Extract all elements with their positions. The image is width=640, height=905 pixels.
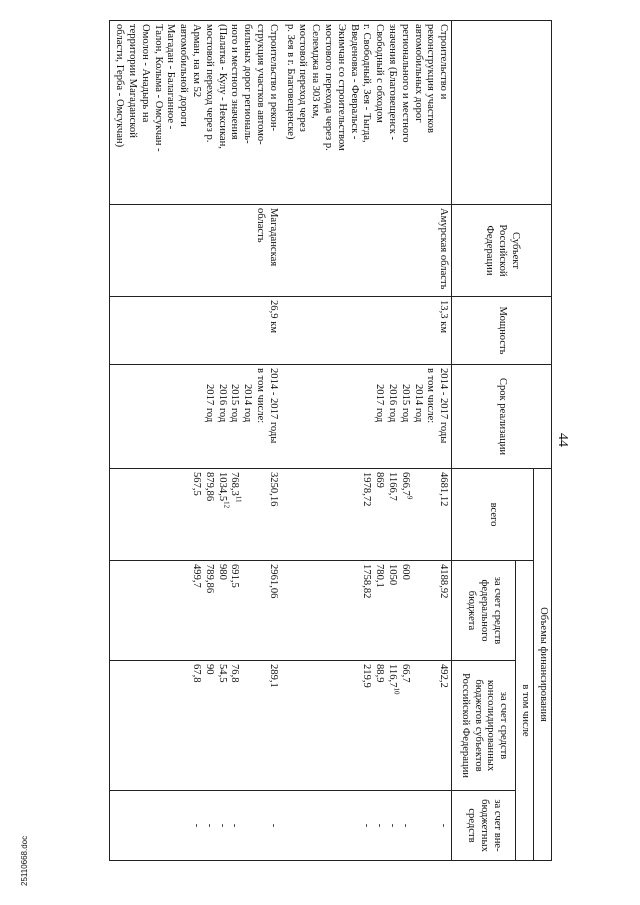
- power-header: Мощность: [452, 297, 552, 365]
- financing-header: Объемы финансирования: [534, 469, 552, 861]
- extra-year: -: [399, 823, 411, 828]
- extra-year: -: [374, 823, 386, 828]
- subject-header: Субъект Российской Федерации: [452, 205, 552, 297]
- in-that-number-label: в том числе:: [255, 368, 267, 424]
- object-line: мостового перехода через р.: [323, 24, 335, 151]
- regional-year: 219,9: [361, 664, 373, 688]
- power-cell: 26,9 км: [110, 297, 281, 365]
- in-that-number-label: в том числе:: [425, 368, 437, 424]
- subject-cell: Магаданская область: [110, 205, 281, 297]
- term-year: 2017 год: [374, 384, 386, 423]
- footnote-mark: 12: [222, 501, 231, 509]
- term-year: 2016 год: [387, 384, 399, 423]
- federal-year: 1050: [387, 564, 399, 586]
- extra-year: -: [191, 823, 203, 828]
- term-year: 2014 год: [412, 384, 424, 423]
- rotated-landscape-page: [54, 20, 574, 860]
- object-line: регионального и местного: [399, 24, 411, 143]
- total-year-value: 1034,5: [216, 472, 228, 502]
- extra-year: -: [216, 823, 228, 828]
- subject-cell: Амурская область: [281, 205, 452, 297]
- extra-year: -: [361, 823, 373, 828]
- term-cell: [110, 365, 281, 469]
- term-year: 2016 год: [216, 384, 228, 423]
- regional-year-value: 116,7: [387, 664, 399, 688]
- federal-main: 4188,92: [438, 564, 450, 599]
- federal-header: за счет средств федерального бюджета: [452, 561, 516, 661]
- federal-year: 691,5: [229, 564, 241, 588]
- term-year: 2015 год: [399, 384, 411, 423]
- object-line: Экимчан со строительством: [335, 24, 347, 151]
- object-cell: [110, 21, 281, 205]
- extra-year: -: [203, 823, 215, 828]
- regional-header: за счет средств консолидированных бюджетов субъектов Российской Федерации: [452, 661, 516, 791]
- total-year: [215, 472, 231, 557]
- total-year: 1166,7: [387, 472, 399, 501]
- term-year: 2015 год: [229, 384, 241, 423]
- power-cell: 13,3 км: [281, 297, 452, 365]
- federal-cell: [281, 561, 452, 661]
- total-year-value: 666,7: [399, 472, 411, 496]
- object-line: Арман, на км 52: [191, 24, 203, 98]
- object-line: значения (Благовещенск -: [387, 24, 399, 141]
- object-line: Магадан - Балаганное -: [165, 24, 177, 130]
- object-line: Введеновка - Февральск -: [348, 24, 360, 140]
- term-cell: [281, 365, 452, 469]
- object-line: р. Зея в г. Благовещенске): [284, 24, 296, 140]
- extra-cell: [281, 791, 452, 861]
- regional-year: [385, 664, 401, 787]
- federal-year: 1758,82: [361, 564, 373, 599]
- federal-year: 780,1: [374, 564, 386, 588]
- term-header: Срок реализации: [452, 365, 552, 469]
- term-year: 2014 год: [242, 384, 254, 423]
- extra-header: за счет вне-бюджетных средств: [452, 791, 516, 861]
- regional-year: 67,8: [191, 664, 203, 683]
- regional-cell: [110, 661, 281, 791]
- term-main: 2014 - 2017 годы: [267, 368, 279, 444]
- object-line: Строительство и рекон-: [267, 24, 279, 132]
- federal-year: 789,86: [203, 564, 215, 594]
- total-year: 879,86: [203, 472, 215, 502]
- federal-cell: [110, 561, 281, 661]
- page-number: 44: [555, 433, 570, 447]
- total-year: 567,5: [191, 472, 203, 496]
- object-header: [452, 21, 552, 205]
- object-line: Свободный с обходом: [374, 24, 386, 123]
- total-year: 869: [374, 472, 386, 488]
- object-line: автомобильных дорог: [412, 24, 424, 123]
- object-line: (Палатка - Кулу - Нексикан,: [216, 24, 228, 149]
- federal-main: 2961,06: [267, 564, 279, 599]
- total-cell: [281, 469, 452, 561]
- total-main: 3250,16: [267, 472, 279, 507]
- object-line: г. Свободный, Зея - Тыгда,: [361, 24, 373, 143]
- table-body: [110, 21, 452, 861]
- extra-cell: [110, 791, 281, 861]
- table-row: [281, 21, 452, 861]
- object-line: Омолон - Анадырь на: [139, 24, 151, 123]
- object-line: мостовой переход через: [297, 24, 309, 132]
- total-cell: [110, 469, 281, 561]
- footer-file-code: 25110668.doc: [20, 835, 29, 886]
- total-header: всего: [452, 469, 534, 561]
- in-that-number-header: в том числе: [516, 561, 534, 861]
- total-year: 1978,72: [361, 472, 373, 507]
- regional-year: 76,8: [229, 664, 241, 683]
- footnote-mark: 9: [405, 495, 414, 500]
- federal-year: 499,7: [191, 564, 203, 588]
- footnote-mark: 10: [392, 687, 401, 695]
- regional-year: 88,9: [374, 664, 386, 683]
- regional-cell: [281, 661, 452, 791]
- extra-year: -: [229, 823, 241, 828]
- term-year: 2017 год: [203, 384, 215, 423]
- object-line: мостовой переход через р.: [203, 24, 215, 143]
- extra-main: -: [438, 823, 450, 828]
- total-year: [398, 472, 414, 557]
- object-line: области, Герба - Омсукчан): [114, 24, 126, 148]
- regional-main: 289,1: [267, 664, 279, 688]
- object-line: ного и местного значения: [229, 24, 241, 140]
- footnote-mark: 11: [234, 495, 243, 503]
- federal-year: 980: [216, 564, 228, 580]
- regional-year: 90: [203, 664, 215, 675]
- federal-year: 600: [399, 564, 411, 580]
- extra-year: -: [387, 823, 399, 828]
- regional-year: 66,7: [399, 664, 411, 683]
- total-year: [228, 472, 241, 557]
- regional-year: 54,5: [216, 664, 228, 683]
- object-cell: [281, 21, 452, 205]
- object-line: Строительство и: [438, 24, 450, 100]
- total-main: 4681,12: [438, 472, 450, 507]
- object-line: струкция участков автомо-: [255, 24, 267, 145]
- object-line: территории Магаданской: [127, 24, 139, 138]
- object-line: Талон, Колыма - Омсукчан -: [152, 24, 164, 152]
- object-line: реконструкция участков: [425, 24, 437, 134]
- total-year-value: 768,3: [229, 472, 241, 496]
- object-line: Селемджа на 303 км,: [310, 24, 322, 119]
- regional-main: 492,2: [438, 664, 450, 688]
- table-row: [110, 21, 281, 861]
- object-line: бильных дорог региональ-: [242, 24, 254, 144]
- financing-table: [109, 20, 552, 861]
- extra-main: -: [267, 823, 279, 828]
- object-line: автомобильной дороги: [178, 24, 190, 127]
- term-main: 2014 - 2017 годы: [438, 368, 450, 444]
